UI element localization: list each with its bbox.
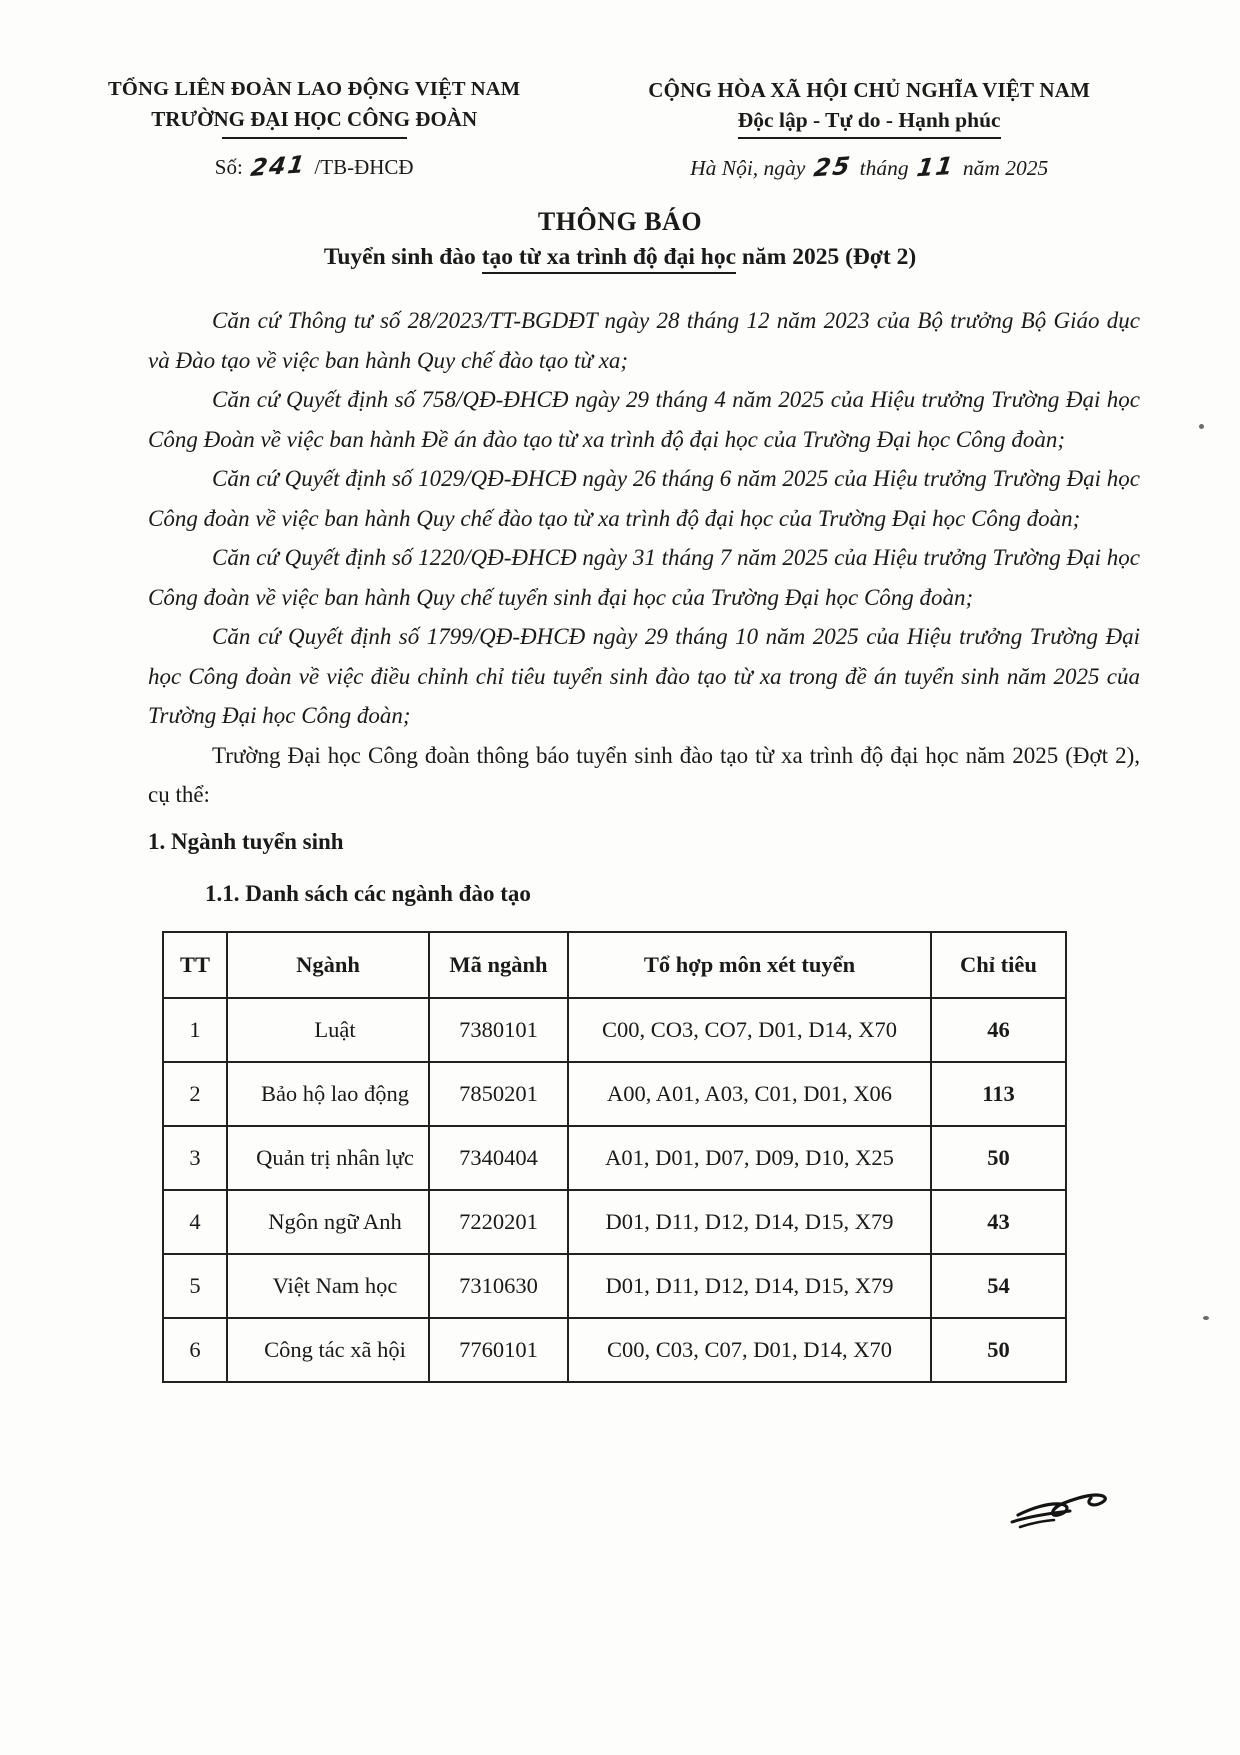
cell-tohop: A00, A01, A03, C01, D01, X06 [568,1062,931,1126]
legal-basis-paragraph: Căn cứ Quyết định số 758/QĐ-ĐHCĐ ngày 29 tháng 4 năm 2025 của Hiệu trưởng Trường Đại học Công Đoàn về việc ban hành Đề án đào tạo từ xa trình độ đại học của Trường Đại học Công đoàn; [148,387,1140,452]
issuing-org-block [70,78,558,181]
scan-artifact-dot [1203,1316,1209,1320]
document-subtitle [0,244,1240,271]
subtitle-part-1: Tuyển sinh đào [323,244,482,270]
col-header-manganh: Mã ngành [429,932,568,998]
section-heading-1-1: 1.1. Danh sách các ngành đào tạo [205,880,531,906]
scan-artifact-dot [1199,424,1204,429]
national-motto-block [558,78,1180,181]
cell-chitieu: 43 [931,1190,1066,1254]
announcement-paragraph: Trường Đại học Công đoàn thông báo tuyển sinh đào tạo từ xa trình độ đại học năm 2025 (Đợt 2), cụ thể: [148,742,1140,807]
document-number-suffix: /TB-ĐHCĐ [314,155,414,179]
cell-tohop: D01, D11, D12, D14, D15, X79 [568,1190,931,1254]
document-header [0,0,1240,181]
document-body [148,301,1140,815]
legal-basis-paragraph: Căn cứ Quyết định số 1029/QĐ-ĐHCĐ ngày 26 tháng 6 năm 2025 của Hiệu trưởng Trường Đại học Công đoàn về việc ban hành Quy chế đào tạo từ xa trình độ đại học của Trường Đại học Công đoàn; [148,466,1140,531]
date-place: Hà Nội, ngày [690,156,806,180]
col-header-chitieu: Chỉ tiêu [931,932,1066,998]
legal-basis-paragraph: Căn cứ Quyết định số 1799/QĐ-ĐHCĐ ngày 29 tháng 10 năm 2025 của Hiệu trưởng Trường Đại học Công đoàn về việc điều chỉnh chỉ tiêu tuyển sinh đào tạo từ xa trong đề án tuyển sinh năm 2025 của Trường Đại học Công đoàn; [148,624,1140,728]
subtitle-part-underlined: tạo từ xa trình độ đại học [482,244,736,274]
cell-tt: 1 [163,998,227,1062]
cell-tt: 3 [163,1126,227,1190]
date-day-handwritten: 25 [811,151,854,183]
cell-manganh: 7760101 [429,1318,568,1382]
cell-manganh: 7220201 [429,1190,568,1254]
table-header-row [163,932,1066,998]
subtitle-part-2: năm 2025 (Đợt 2) [736,244,917,270]
section-heading-1: 1. Ngành tuyển sinh [148,828,344,854]
cell-tt: 2 [163,1062,227,1126]
cell-chitieu: 46 [931,998,1066,1062]
date-line [558,153,1180,181]
legal-basis-paragraph: Căn cứ Quyết định số 1220/QĐ-ĐHCĐ ngày 31 tháng 7 năm 2025 của Hiệu trưởng Trường Đại học Công đoàn về việc ban hành Quy chế tuyển sinh đại học của Trường Đại học Công đoàn; [148,545,1140,610]
table-row [163,998,1066,1062]
document-number-label: Số: [214,155,243,179]
table-row [163,1254,1066,1318]
document-title: THÔNG BÁO [537,207,703,236]
col-header-nganh: Ngành [227,932,429,998]
cell-manganh: 7340404 [429,1126,568,1190]
admissions-table [162,931,1067,1383]
cell-manganh: 7380101 [429,998,568,1062]
cell-nganh: Bảo hộ lao động [227,1062,429,1126]
cell-chitieu: 50 [931,1318,1066,1382]
legal-basis-paragraph: Căn cứ Thông tư số 28/2023/TT-BGDĐT ngày 28 tháng 12 năm 2023 của Bộ trưởng Bộ Giáo dục và Đào tạo về việc ban hành Quy chế đào tạo từ xa; [148,308,1140,373]
col-header-tohop: Tổ hợp môn xét tuyển [568,932,931,998]
cell-chitieu: 113 [931,1062,1066,1126]
cell-nganh: Ngôn ngữ Anh [227,1190,429,1254]
cell-tt: 6 [163,1318,227,1382]
title-block [0,207,1240,271]
cell-chitieu: 54 [931,1254,1066,1318]
col-header-tt: TT [163,932,227,998]
org-parent-name: TỔNG LIÊN ĐOÀN LAO ĐỘNG VIỆT NAM [108,78,521,100]
cell-chitieu: 50 [931,1126,1066,1190]
table-row [163,1126,1066,1190]
cell-manganh: 7310630 [429,1254,568,1318]
national-title: CỘNG HÒA XÃ HỘI CHỦ NGHĨA VIỆT NAM [648,78,1091,102]
org-name-underline [222,137,407,139]
cell-tohop: C00, C03, C07, D01, D14, X70 [568,1318,931,1382]
cell-nganh: Việt Nam học [227,1254,429,1318]
signature-scribble [1008,1482,1118,1537]
cell-tohop: A01, D01, D07, D09, D10, X25 [568,1126,931,1190]
document-number-line [70,149,558,183]
cell-tt: 4 [163,1190,227,1254]
cell-nganh: Công tác xã hội [227,1318,429,1382]
cell-nganh: Luật [227,998,429,1062]
table-row [163,1062,1066,1126]
cell-tohop: D01, D11, D12, D14, D15, X79 [568,1254,931,1318]
org-name: TRƯỜNG ĐẠI HỌC CÔNG ĐOÀN [151,107,478,131]
document-number-handwritten: 241 [249,149,309,183]
table-row [163,1318,1066,1382]
date-month-handwritten: 11 [915,151,957,183]
date-month-label: tháng [859,156,909,180]
cell-tt: 5 [163,1254,227,1318]
cell-tohop: C00, CO3, CO7, D01, D14, X70 [568,998,931,1062]
date-year: năm 2025 [962,156,1049,180]
table-row [163,1190,1066,1254]
national-motto: Độc lập - Tự do - Hạnh phúc [558,108,1180,139]
cell-manganh: 7850201 [429,1062,568,1126]
cell-nganh: Quản trị nhân lực [227,1126,429,1190]
